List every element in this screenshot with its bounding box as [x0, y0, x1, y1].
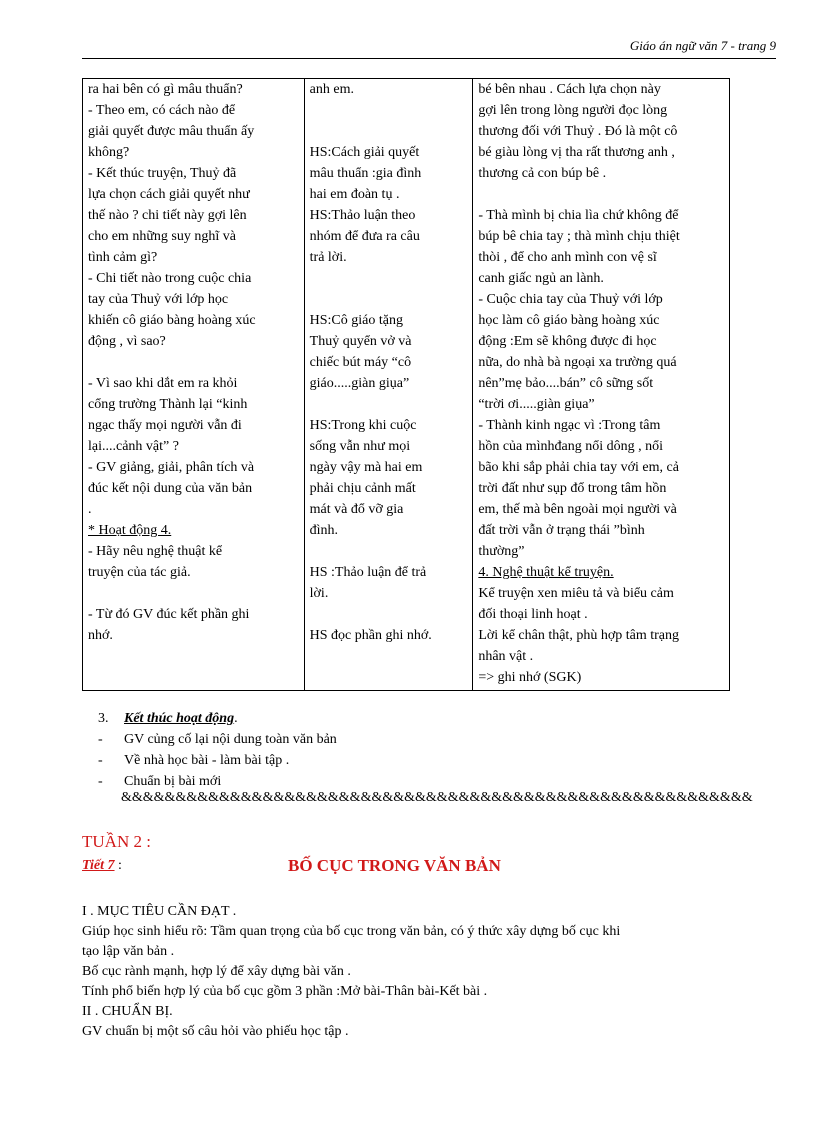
closing-section [98, 708, 337, 792]
body-line: Tính phổ biến hợp lý của bố cục gồm 3 phần :Mở bài-Thân bài-Kết bài . [82, 984, 488, 999]
cell-line: thương cả con búp bê . [478, 166, 607, 181]
cell-line: đúc kết nội dung của văn bản [88, 481, 253, 496]
cell-line: gợi lên trong lòng người đọc lòng [478, 103, 668, 118]
lesson-title: BỐ CỤC TRONG VĂN BẢN [288, 856, 501, 875]
lesson-body [82, 902, 752, 1042]
cell-line: phải chịu cảnh mất [309, 481, 416, 496]
cell-line: nữa, do nhà bà ngoại xa trường quá [478, 355, 677, 370]
cell-line: trời đất như sụp đổ trong tâm hồn [478, 481, 667, 496]
cell-line: tay của Thuỷ với lớp học [88, 292, 229, 307]
cell-line: - Chi tiết nào trong cuộc chia [88, 271, 252, 286]
preparation-heading: II . CHUẨN BỊ. [82, 1004, 173, 1019]
cell-line: nhóm để đưa ra câu [309, 229, 420, 244]
list-item-text: GV củng cố lại nội dung toàn văn bản [124, 732, 337, 747]
cell-line: giáo.....giàn giụa” [309, 376, 410, 391]
cell-line: thế nào ? chi tiết này gợi lên [88, 208, 247, 223]
cell-line: - Thà mình bị chia lìa chứ không để [478, 208, 679, 223]
activity-4-heading: * Hoạt động 4. [88, 523, 172, 538]
table-row [83, 79, 730, 691]
cell-line: cho em những suy nghĩ và [88, 229, 236, 244]
cell-line: thương đối với Thuỷ . Đó là một cô [478, 124, 678, 139]
cell-line [88, 583, 300, 604]
cell-line: lại....cảnh vật” ? [88, 439, 179, 454]
cell-line: ngày vậy mà hai em [309, 460, 423, 475]
cell-line: HS:Cô giáo tặng [309, 313, 403, 328]
cell-line: - Vì sao khi dắt em ra khỏi [88, 376, 238, 391]
student-activity-cell [304, 79, 473, 691]
cell-line: động , vì sao? [88, 334, 166, 349]
cell-line: sống vẫn như mọi [309, 439, 411, 454]
closing-title-suffix: . [234, 711, 238, 726]
cell-line [310, 121, 469, 142]
closing-heading [98, 708, 337, 729]
cell-line: tình cảm gì? [88, 250, 158, 265]
cell-line: búp bê chia tay ; thà mình chịu thiệt [478, 229, 680, 244]
cell-line: HS:Trong khi cuộc [309, 418, 417, 433]
cell-line: bé bên nhau . Cách lựa chọn này [478, 82, 661, 97]
cell-line: đình. [309, 523, 339, 538]
cell-line: HS đọc phần ghi nhớ. [309, 628, 432, 643]
cell-line: - Kết thúc truyện, Thuỷ đã [88, 166, 237, 181]
cell-line: không? [88, 145, 130, 160]
cell-line [310, 394, 469, 415]
cell-line: nên”mẹ bảo....bán” cô sững sốt [478, 376, 654, 391]
cell-line: thường” [478, 544, 525, 559]
section-number: 3. [98, 711, 109, 726]
cell-line: nhớ. [88, 628, 113, 643]
cell-line: - Theo em, có cách nào để [88, 103, 236, 118]
cell-line [310, 604, 469, 625]
closing-title: Kết thúc hoạt động [124, 711, 235, 726]
cell-line [310, 100, 469, 121]
cell-line: học làm cô giáo bàng hoàng xúc [478, 313, 660, 328]
cell-line: ngạc thấy mọi người vẫn đi [88, 418, 242, 433]
list-item-text: Về nhà học bài - làm bài tập . [124, 753, 290, 768]
cell-line: mát và đổ vỡ gia [309, 502, 404, 517]
body-line: Bố cục rành mạnh, hợp lý để xây dựng bài văn . [82, 964, 351, 979]
cell-line: Kể truyện xen miêu tả và biểu cảm [478, 586, 674, 601]
cell-line: chiếc bút máy “cô [309, 355, 412, 370]
period-label: Tiết 7 [82, 858, 115, 873]
list-item [98, 750, 337, 771]
cell-line: cổng trường Thành lại “kinh [88, 397, 248, 412]
cell-line: đất trời vẫn ở trạng thái ”bình [478, 523, 645, 538]
cell-line: giải quyết được mâu thuẩn ấy [88, 124, 255, 139]
cell-line: em, thế mà bên ngoài mọi người và [478, 502, 677, 517]
cell-line: - Từ đó GV đúc kết phần ghi [88, 607, 250, 622]
cell-line: - Cuộc chia tay của Thuỷ với lớp [478, 292, 663, 307]
cell-line: => ghi nhớ (SGK) [478, 670, 582, 685]
teacher-activity-cell [83, 79, 305, 691]
cell-line: đối thoại linh hoạt . [478, 607, 588, 622]
list-item [98, 729, 337, 750]
cell-line: - Hãy nêu nghệ thuật kể [88, 544, 223, 559]
cell-line: HS:Thảo luận theo [309, 208, 416, 223]
bullet-dash: - [98, 753, 103, 768]
list-item-text: Chuẩn bị bài mới [124, 774, 222, 789]
page-header: Giáo án ngữ văn 7 - trang 9 [629, 38, 776, 53]
objectives-heading: I . MỤC TIÊU CẦN ĐẠT . [82, 904, 237, 919]
cell-line: anh em. [309, 82, 354, 97]
cell-line: hồn của mìnhđang nổi dông , nổi [478, 439, 664, 454]
cell-line: canh giấc ngủ an lành. [478, 271, 604, 286]
header-rule [82, 58, 776, 59]
cell-line: truyện của tác giả. [88, 565, 191, 580]
cell-line: hai em đoàn tụ . [309, 187, 400, 202]
cell-line: lời. [309, 586, 329, 601]
cell-line: mâu thuẩn :gia đình [309, 166, 422, 181]
cell-line: ra hai bên có gì mâu thuẩn? [88, 82, 243, 97]
cell-line: . [88, 502, 92, 517]
bullet-dash: - [98, 732, 103, 747]
bullet-dash: - [98, 774, 103, 789]
cell-line: - Thành kinh ngạc vì :Trong tâm [478, 418, 661, 433]
cell-line [478, 184, 725, 205]
cell-line: “trời ơi.....giàn giụa” [478, 397, 595, 412]
cell-line: động :Em sẽ không được đi học [478, 334, 657, 349]
cell-line: trả lời. [309, 250, 347, 265]
content-cell [473, 79, 730, 691]
body-line: Giúp học sinh hiểu rõ: Tầm quan trọng của bố cục trong văn bản, có ý thức xây dựng bố cục khi [82, 924, 621, 939]
decorative-divider: &&&&&&&&&&&&&&&&&&&&&&&&&&&&&&&&&&&&&&&&&&&&&&&&&&&&&&&&&& [121, 790, 753, 805]
cell-line: - GV giảng, giải, phân tích và [88, 460, 255, 475]
cell-line: HS :Thảo luận để trả [309, 565, 427, 580]
cell-line: bé giàu lòng vị tha rất thương anh , [478, 145, 675, 160]
lesson-table [82, 78, 730, 691]
cell-line [88, 352, 300, 373]
cell-line: HS:Cách giải quyết [309, 145, 420, 160]
body-line: GV chuẩn bị một số câu hỏi vào phiếu học tập . [82, 1024, 349, 1039]
cell-line: thòi , để cho anh mình con vệ sĩ [478, 250, 657, 265]
cell-line [310, 541, 469, 562]
cell-line [310, 268, 469, 289]
body-line: tạo lập văn bản . [82, 944, 175, 959]
period-suffix: : [114, 858, 122, 873]
cell-line [310, 289, 469, 310]
cell-line: nhân vật . [478, 649, 534, 664]
narrative-art-heading: 4. Nghệ thuật kể truyện. [478, 565, 614, 580]
cell-line: Thuỷ quyển vở và [309, 334, 412, 349]
cell-line: bão khi sắp phải chia tay với em, cả [478, 460, 679, 475]
cell-line: khiến cô giáo bàng hoàng xúc [88, 313, 256, 328]
cell-line: lựa chọn cách giải quyết như [88, 187, 250, 202]
list-item [98, 771, 337, 792]
week-heading: TUẦN 2 : [82, 832, 151, 851]
cell-line: Lời kể chân thật, phù hợp tâm trạng [478, 628, 679, 643]
